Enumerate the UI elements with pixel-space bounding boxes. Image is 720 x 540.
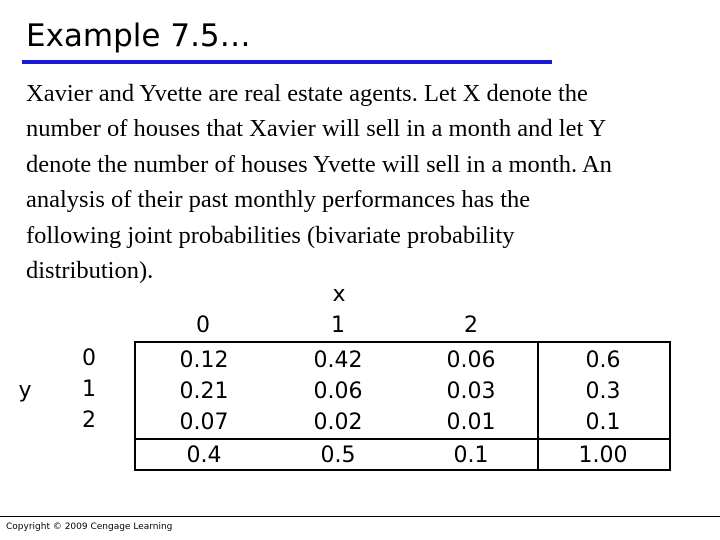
row-header-y1: 1 (82, 377, 96, 402)
y-axis-label: y (18, 378, 32, 403)
copyright-notice: Copyright © 2009 Cengage Learning (6, 522, 173, 532)
table-cell: 0.12 (179, 348, 229, 373)
grand-total-cell: 1.00 (578, 443, 628, 468)
joint-probability-table (134, 341, 671, 471)
table-cell: 0.06 (313, 379, 363, 404)
column-header-x2: 2 (464, 313, 478, 338)
body-line: denote the number of houses Yvette will sell in a month. An (26, 150, 612, 178)
footer-divider (0, 516, 720, 517)
column-total-cell: 0.5 (320, 443, 356, 468)
table-cell: 0.01 (446, 410, 496, 435)
column-total-cell: 0.4 (186, 443, 222, 468)
table-cell: 0.02 (313, 410, 363, 435)
row-header-y0: 0 (82, 346, 96, 371)
slide-title: Example 7.5… (26, 18, 251, 54)
table-cell: 0.06 (446, 348, 496, 373)
table-cell: 0.07 (179, 410, 229, 435)
body-line: distribution). (26, 257, 154, 285)
table-cell: 0.21 (179, 379, 229, 404)
body-line: number of houses that Xavier will sell in a month and let Y (26, 115, 607, 143)
x-axis-label: x (332, 282, 346, 307)
row-total-cell: 0.3 (585, 379, 621, 404)
row-total-cell: 0.6 (585, 348, 621, 373)
body-paragraph (26, 76, 716, 288)
table-cell: 0.42 (313, 348, 363, 373)
body-line: Xavier and Yvette are real estate agents. Let X denote the (26, 80, 588, 107)
body-line: following joint probabilities (bivariate probability (26, 221, 515, 249)
row-header-y2: 2 (82, 408, 96, 433)
column-header-x0: 0 (196, 313, 210, 338)
totals-divider (136, 438, 669, 440)
body-line: analysis of their past monthly performances has the (26, 186, 531, 214)
column-total-cell: 0.1 (453, 443, 489, 468)
title-underline (22, 60, 552, 64)
table-cell: 0.03 (446, 379, 496, 404)
row-total-cell: 0.1 (585, 410, 621, 435)
column-header-x1: 1 (331, 313, 345, 338)
